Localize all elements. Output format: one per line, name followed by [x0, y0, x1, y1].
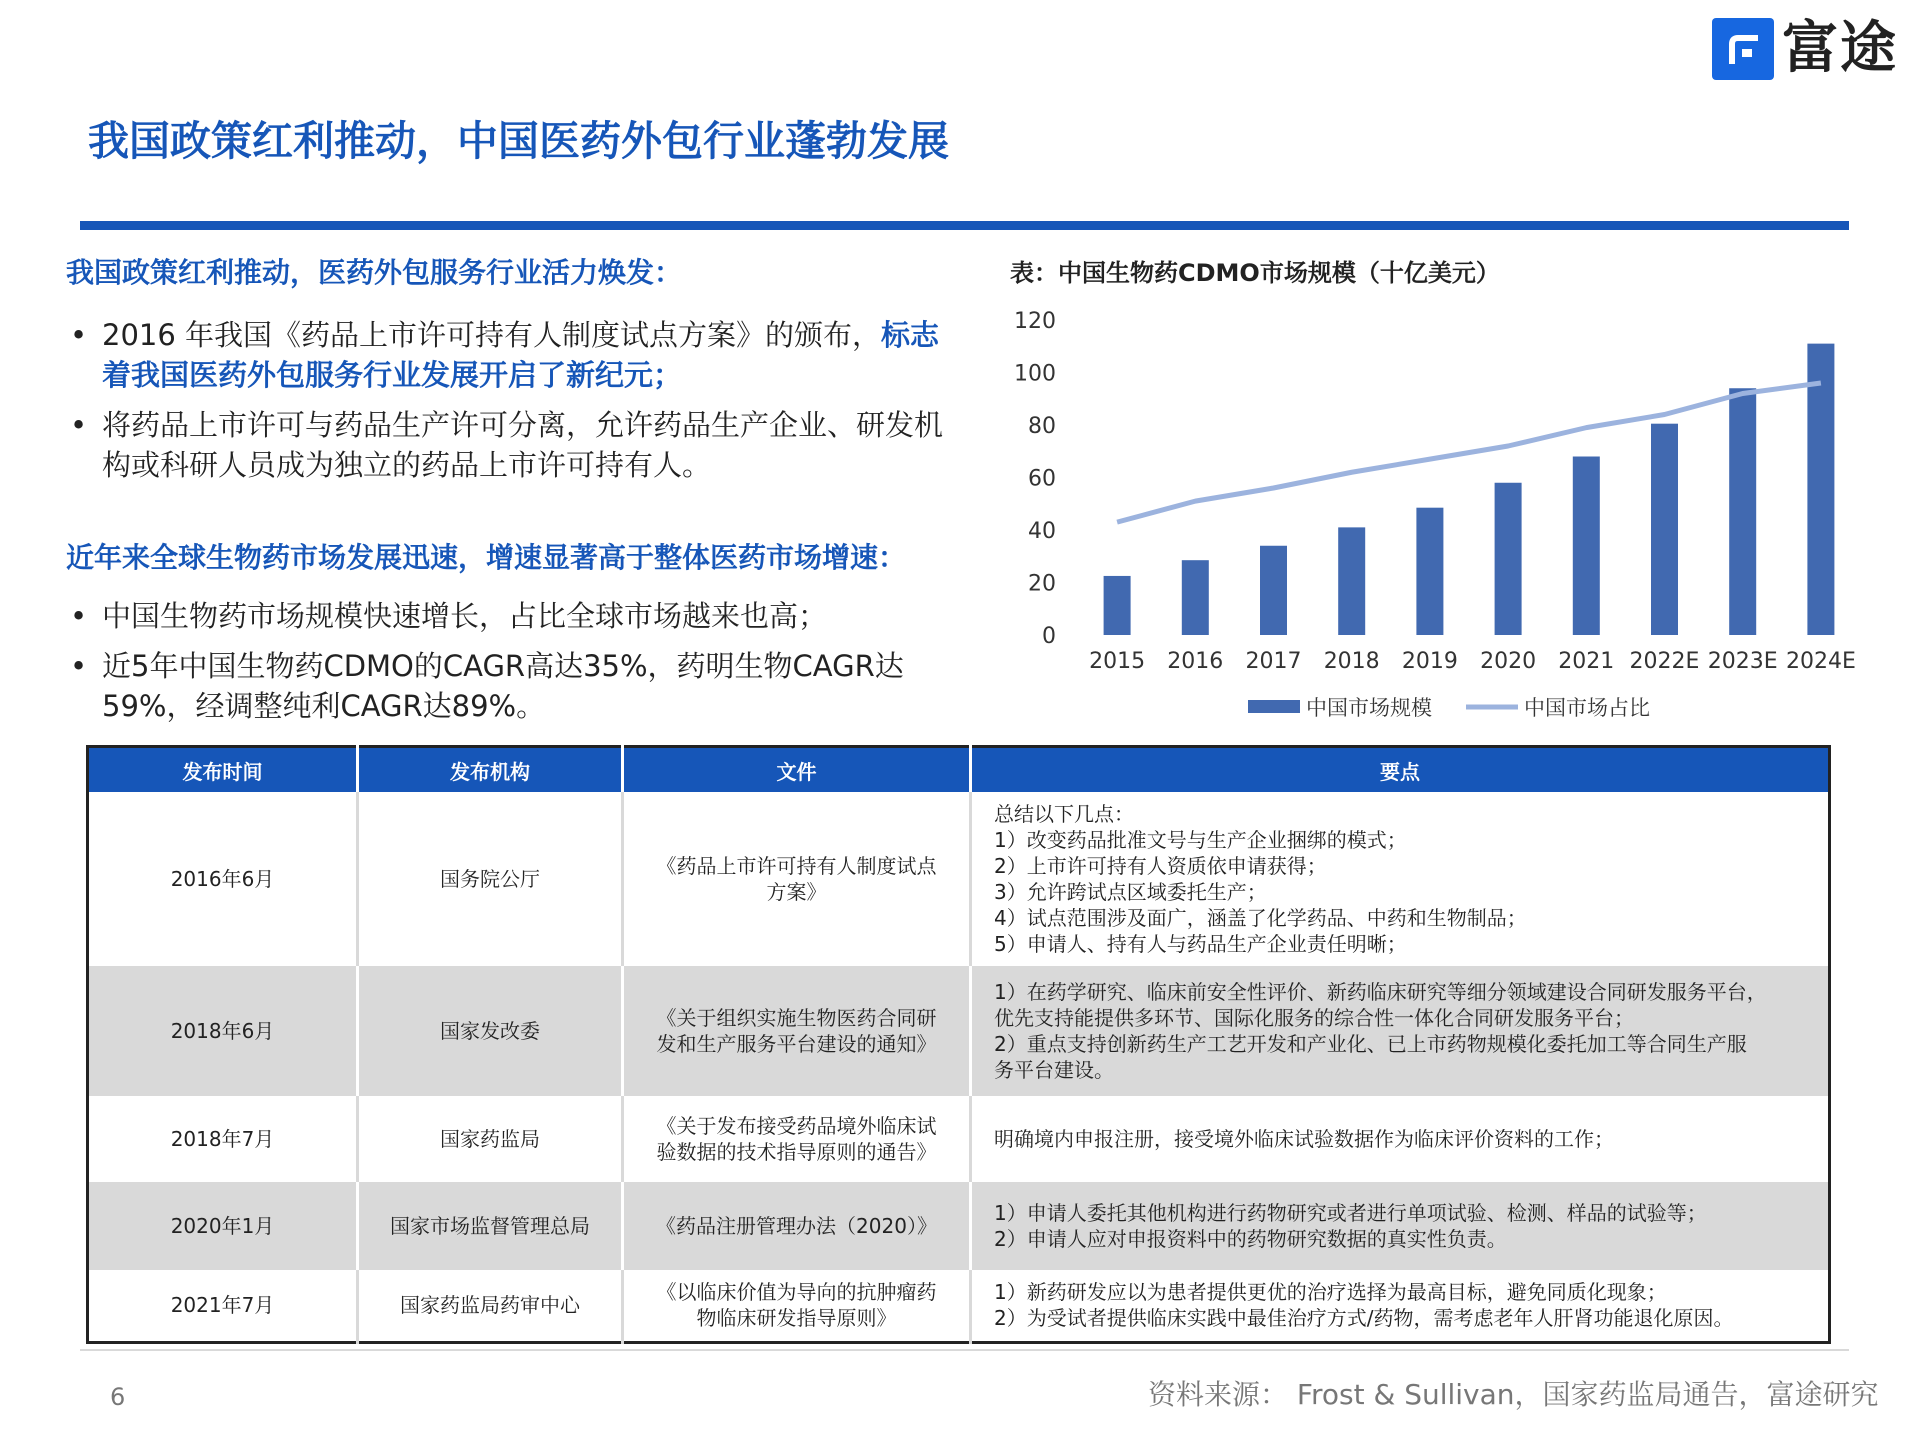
table-header-cell: 发布机构 [358, 747, 623, 793]
x-tick-label: 2021 [1558, 649, 1615, 674]
section2-heading: 近年来全球生物药市场发展迅速，增速显著高于整体医药市场增速： [66, 541, 907, 574]
section1-bullets [66, 315, 956, 495]
org-cell: 国家发改委 [358, 966, 623, 1096]
table-row [88, 1270, 1830, 1342]
bar [1573, 457, 1600, 636]
y-tick-label: 60 [1028, 466, 1056, 492]
table-header-cell: 文件 [623, 747, 971, 793]
doc-cell [623, 1096, 971, 1182]
x-tick-label: 2018 [1323, 649, 1380, 674]
policy-table [86, 745, 1831, 1344]
x-tick-label: 2017 [1245, 649, 1302, 674]
x-tick-label: 2022E [1629, 649, 1700, 674]
x-tick-label: 2015 [1089, 649, 1146, 674]
point-line: 优先支持能提供多环节、国际化服务的综合性一体化合同研发服务平台； [994, 1006, 1634, 1030]
futu-logo-icon [1712, 18, 1774, 80]
brand-logo [1712, 18, 1898, 80]
doc-line: 《药品上市许可持有人制度试点 [656, 854, 937, 878]
date-cell: 2020年1月 [88, 1182, 358, 1270]
bar [1338, 527, 1365, 635]
share-line [1117, 383, 1821, 522]
doc-line: 《关于发布接受药品境外临床试 [656, 1114, 937, 1138]
doc-cell [623, 792, 971, 966]
x-tick-label: 2019 [1401, 649, 1458, 674]
y-tick-label: 20 [1028, 571, 1056, 597]
doc-line: 《关于组织实施生物医药合同研 [656, 1006, 937, 1030]
table-header-row [88, 747, 1830, 793]
legend-label: 中国市场占比 [1524, 696, 1650, 720]
points-cell [971, 1096, 1830, 1182]
point-line: 2）上市许可持有人资质依申请获得； [994, 854, 1327, 878]
bar [1495, 483, 1522, 635]
y-tick-label: 100 [1014, 361, 1056, 387]
point-line: 3）允许跨试点区域委托生产； [994, 880, 1267, 904]
y-tick-label: 80 [1028, 414, 1056, 439]
bar [1651, 424, 1678, 635]
bar [1104, 576, 1131, 635]
doc-line: 验数据的技术指导原则的通告》 [656, 1140, 937, 1164]
chart-title: 表：中国生物药CDMO市场规模（十亿美元） [1010, 259, 1500, 287]
list-item: • 将药品上市许可与药品生产许可分离，允许药品生产企业、研发机构或科研人员成为独立的药品上市许可持有人。 [70, 408, 944, 482]
point-line: 总结以下几点： [994, 802, 1134, 826]
doc-line: 《药品注册管理办法（2020）》 [656, 1214, 937, 1238]
page-number: 6 [110, 1383, 126, 1411]
org-cell: 国务院公厅 [358, 792, 623, 966]
table-header-cell: 发布时间 [88, 747, 358, 793]
point-line: 5）申请人、持有人与药品生产企业责任明晰； [994, 932, 1407, 956]
table-row [88, 1182, 1830, 1270]
source-note: 资料来源： Frost & Sullivan，国家药监局通告，富途研究 [1148, 1378, 1879, 1411]
table-header-cell: 要点 [971, 747, 1830, 793]
bar [1260, 546, 1287, 635]
bullet-text: 将药品上市许可与药品生产许可分离，允许药品生产企业、研发机构或科研人员成为独立的药品上市许可持有人。 [102, 408, 944, 482]
x-tick-label: 2024E [1785, 649, 1856, 674]
bar [1729, 388, 1756, 635]
legend-label: 中国市场规模 [1306, 696, 1432, 720]
doc-line: 方案》 [766, 880, 827, 904]
point-line: 2）申请人应对申报资料中的药物研究数据的真实性负责。 [994, 1227, 1507, 1251]
doc-cell [623, 966, 971, 1096]
points-cell [971, 1270, 1830, 1342]
legend-swatch-bar [1248, 700, 1300, 713]
x-tick-label: 2016 [1167, 649, 1224, 674]
doc-line: 发和生产服务平台建设的通知》 [656, 1032, 937, 1056]
point-line: 务平台建设。 [994, 1058, 1114, 1082]
points-cell [971, 966, 1830, 1096]
point-line: 2）为受试者提供临床实践中最佳治疗方式/药物，需考虑老年人肝肾功能退化原因。 [994, 1306, 1734, 1331]
bullet-highlight: 标志着我国医药外包服务行业发展开启了新纪元； [102, 318, 940, 392]
date-cell: 2021年7月 [88, 1270, 358, 1342]
y-tick-label: 120 [1014, 309, 1056, 334]
bar [1416, 508, 1443, 635]
doc-line: 《以临床价值为导向的抗肿瘤药 [656, 1280, 937, 1305]
page-title: 我国政策红利推动，中国医药外包行业蓬勃发展 [88, 117, 949, 165]
doc-cell [623, 1182, 971, 1270]
table-row [88, 1096, 1830, 1182]
footer-divider [80, 1349, 1849, 1351]
org-cell: 国家药监局 [358, 1096, 623, 1182]
point-line: 1）申请人委托其他机构进行药物研究或者进行单项试验、检测、样品的试验等； [994, 1201, 1707, 1225]
y-tick-label: 40 [1028, 519, 1056, 544]
points-cell [971, 792, 1830, 966]
list-item: • 中国生物药市场规模快速增长，占比全球市场越来也高； [70, 599, 828, 633]
date-cell: 2018年7月 [88, 1096, 358, 1182]
doc-cell [623, 1270, 971, 1342]
points-cell [971, 1182, 1830, 1270]
list-item: • 近5年中国生物药CDMO的CAGR高达35%，药明生物CAGR达59%，经调整纯利CAGR达89%。 [70, 649, 904, 723]
bullet-text: 中国生物药市场规模快速增长，占比全球市场越来也高； [102, 599, 828, 633]
point-line: 1）在药学研究、临床前安全性评价、新药临床研究等细分领域建设合同研发服务平台， [994, 980, 1767, 1004]
bullet-text: 2016 年我国《药品上市许可持有人制度试点方案》的颁布， [102, 318, 882, 352]
doc-line: 物临床研发指导原则》 [696, 1306, 897, 1331]
date-cell: 2016年6月 [88, 792, 358, 966]
point-line: 1）新药研发应以为患者提供更优的治疗选择为最高目标，避免同质化现象； [994, 1280, 1667, 1305]
date-cell: 2018年6月 [88, 966, 358, 1096]
bar [1182, 560, 1209, 635]
x-tick-label: 2023E [1707, 649, 1778, 674]
x-tick-label: 2020 [1480, 649, 1537, 674]
bar [1807, 344, 1834, 635]
title-divider [80, 221, 1849, 230]
point-line: 2）重点支持创新药生产工艺开发和产业化、已上市药物规模化委托加工等合同生产服 [994, 1032, 1747, 1056]
section1-heading: 我国政策红利推动，医药外包服务行业活力焕发： [66, 256, 683, 289]
point-line: 4）试点范围涉及面广，涵盖了化学药品、中药和生物制品； [994, 906, 1527, 930]
brand-name: 富途 [1782, 16, 1898, 81]
org-cell: 国家市场监督管理总局 [358, 1182, 623, 1270]
market-size-chart [990, 295, 1870, 735]
point-line: 1）改变药品批准文号与生产企业捆绑的模式； [994, 828, 1407, 852]
y-tick-label: 0 [1042, 624, 1056, 649]
org-cell: 国家药监局药审中心 [358, 1270, 623, 1342]
bullet-text: 近5年中国生物药CDMO的CAGR高达35%，药明生物CAGR达59%，经调整纯利CAGR达89%。 [102, 649, 904, 723]
table-row [88, 792, 1830, 966]
section2-bullets [66, 596, 956, 736]
table-row [88, 966, 1830, 1096]
list-item: • 2016 年我国《药品上市许可持有人制度试点方案》的颁布，标志着我国医药外包服务行业发展开启了新纪元； [70, 318, 940, 392]
point-line: 明确境内申报注册，接受境外临床试验数据作为临床评价资料的工作； [994, 1127, 1614, 1151]
